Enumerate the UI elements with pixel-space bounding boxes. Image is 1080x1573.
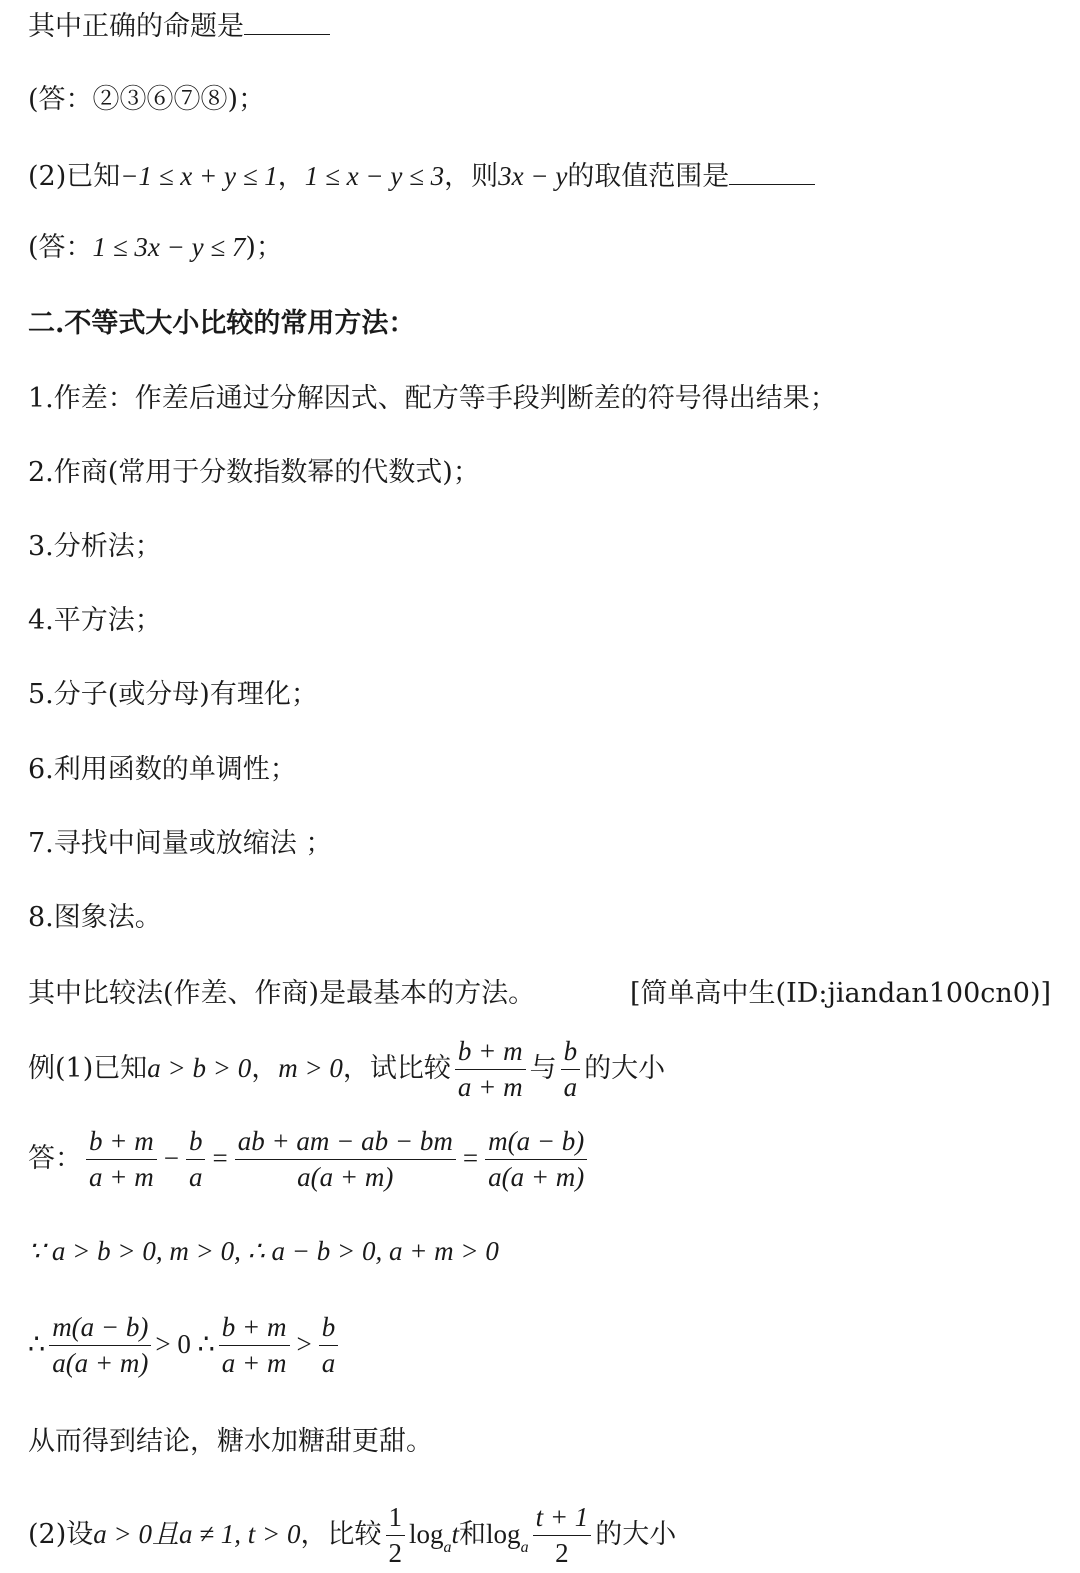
example-1-prefix: 例(1)已知 <box>28 1053 148 1085</box>
log-base: a <box>443 1539 452 1557</box>
fraction-denominator: 2 <box>388 1538 403 1569</box>
fraction-denominator: a + m <box>221 1348 287 1379</box>
answer-blank <box>244 10 330 35</box>
minus-sign: − <box>163 1143 179 1174</box>
separator: ， <box>277 161 305 192</box>
fraction-denominator: 2 <box>555 1538 569 1569</box>
problem-2-mid: ，则 <box>444 161 499 192</box>
fraction <box>533 1500 592 1571</box>
separator: ， <box>251 1053 279 1085</box>
example-2-suffix: 的大小 <box>595 1519 677 1551</box>
method-1-text: 1.作差：作差后通过分解因式、配方等手段判断差的符号得出结果； <box>28 383 837 414</box>
fraction-numerator: ab + am − ab − bm <box>235 1124 456 1160</box>
fraction <box>186 1124 206 1195</box>
watermark-text: [简单高中生(ID:jiandan100cn0)] <box>630 978 1052 1009</box>
answer-text-1: (答：②③⑥⑦⑧)； <box>28 84 266 115</box>
fraction-numerator: m(a − b) <box>49 1310 151 1346</box>
fraction <box>386 1500 406 1571</box>
example-1-condition-1: a > b > 0 <box>147 1053 252 1084</box>
method-item <box>28 681 318 708</box>
method-7-text: 7.寻找中间量或放缩法 ； <box>28 828 333 859</box>
example-1-condition-2: m > 0 <box>278 1053 343 1084</box>
method-4-text: 4.平方法； <box>28 605 162 636</box>
answer-2-prefix: (答： <box>28 232 93 263</box>
therefore-sign: ∴ <box>28 1329 46 1360</box>
fraction-numerator: m(a − b) <box>485 1124 587 1160</box>
problem-2-line <box>28 160 815 190</box>
fraction <box>319 1310 339 1381</box>
fraction-denominator: a <box>321 1348 336 1379</box>
method-item <box>28 756 297 783</box>
method-6-text: 6.利用函数的单调性； <box>28 754 297 785</box>
example-2-prefix: (2)设 <box>28 1519 94 1551</box>
conclusion-line <box>28 1428 433 1455</box>
answer-line-1 <box>28 86 265 113</box>
method-2-text: 2.作商(常用于分数指数幂的代数式)； <box>28 457 480 488</box>
fraction-numerator: b + m <box>455 1034 526 1070</box>
method-item <box>28 607 162 634</box>
fraction <box>455 1034 526 1105</box>
fraction-denominator: a <box>563 1072 578 1103</box>
summary-text: 其中比较法(作差、作商)是最基本的方法。 <box>28 978 536 1009</box>
method-8-text: 8.图象法。 <box>28 902 162 933</box>
log-argument: t <box>451 1519 460 1550</box>
fraction <box>86 1124 157 1195</box>
answer-2-suffix: )； <box>245 232 283 263</box>
summary-line <box>28 980 535 1007</box>
derivation-line <box>28 1124 591 1195</box>
fraction-numerator: t + 1 <box>533 1500 592 1536</box>
fraction <box>561 1034 581 1105</box>
fraction-numerator: b <box>186 1124 206 1160</box>
fraction <box>235 1124 456 1195</box>
section-heading <box>28 310 415 337</box>
gt-sign: > <box>296 1329 312 1360</box>
log-base: a <box>520 1539 529 1557</box>
therefore-line <box>28 1310 342 1381</box>
example-2-mid: ，比较 <box>300 1519 382 1551</box>
question-text: 其中正确的命题是 <box>28 11 244 42</box>
fraction-numerator: b <box>319 1310 339 1346</box>
method-item <box>28 459 480 486</box>
because-text: ∵ a > b > 0, m > 0, ∴ a − b > 0, a + m > 0 <box>28 1236 499 1266</box>
method-item <box>28 385 837 412</box>
section-heading-text: 二.不等式大小比较的常用方法： <box>28 308 416 339</box>
equals-sign: = <box>462 1143 479 1174</box>
fraction-denominator: a + m <box>457 1072 523 1103</box>
answer-2-range: 1 ≤ 3x − y ≤ 7 <box>92 232 246 262</box>
condition-2: 1 ≤ x − y ≤ 3 <box>304 161 445 191</box>
equals-sign: = <box>212 1143 228 1174</box>
example-1-suffix: 的大小 <box>584 1053 666 1085</box>
fraction-denominator: a + m <box>89 1162 154 1193</box>
fraction-numerator: b + m <box>86 1124 157 1160</box>
fraction <box>485 1124 587 1195</box>
fraction-numerator: b <box>561 1034 581 1070</box>
method-3-text: 3.分析法； <box>28 531 162 562</box>
fraction-numerator: b + m <box>219 1310 290 1346</box>
method-item <box>28 904 162 931</box>
question-line <box>28 10 330 40</box>
fraction <box>49 1310 151 1381</box>
log-text: log <box>486 1519 521 1550</box>
answer-label: 答： <box>28 1143 82 1175</box>
target-expression: 3x − y <box>498 161 568 191</box>
fraction <box>219 1310 290 1381</box>
problem-2-suffix: 的取值范围是 <box>567 161 730 192</box>
answer-line-2 <box>28 234 283 261</box>
example-2-condition: a > 0且a ≠ 1, t > 0 <box>93 1519 301 1550</box>
problem-2-prefix: (2)已知 <box>28 161 121 192</box>
log-text: log <box>409 1519 444 1550</box>
example-2-and: 和 <box>459 1519 487 1551</box>
conclusion-text: 从而得到结论，糖水加糖甜更甜。 <box>28 1426 433 1457</box>
fraction-denominator: a(a + m) <box>488 1162 585 1193</box>
example-1-and: 与 <box>529 1053 557 1085</box>
because-line <box>28 1238 499 1265</box>
fraction-numerator: 1 <box>386 1500 406 1536</box>
fraction-denominator: a(a + m) <box>297 1162 394 1193</box>
watermark <box>630 980 1051 1007</box>
example-1-mid: ，试比较 <box>342 1053 451 1085</box>
method-item <box>28 830 332 857</box>
method-item <box>28 533 162 560</box>
fraction-denominator: a(a + m) <box>52 1348 149 1379</box>
example-1-line <box>28 1034 665 1105</box>
answer-blank-2 <box>729 160 815 185</box>
example-2-line <box>28 1500 676 1571</box>
condition-1: −1 ≤ x + y ≤ 1 <box>120 161 278 191</box>
fraction-denominator: a <box>188 1162 203 1193</box>
gt-zero-therefore: > 0 ∴ <box>155 1329 215 1360</box>
method-5-text: 5.分子(或分母)有理化； <box>28 679 318 710</box>
